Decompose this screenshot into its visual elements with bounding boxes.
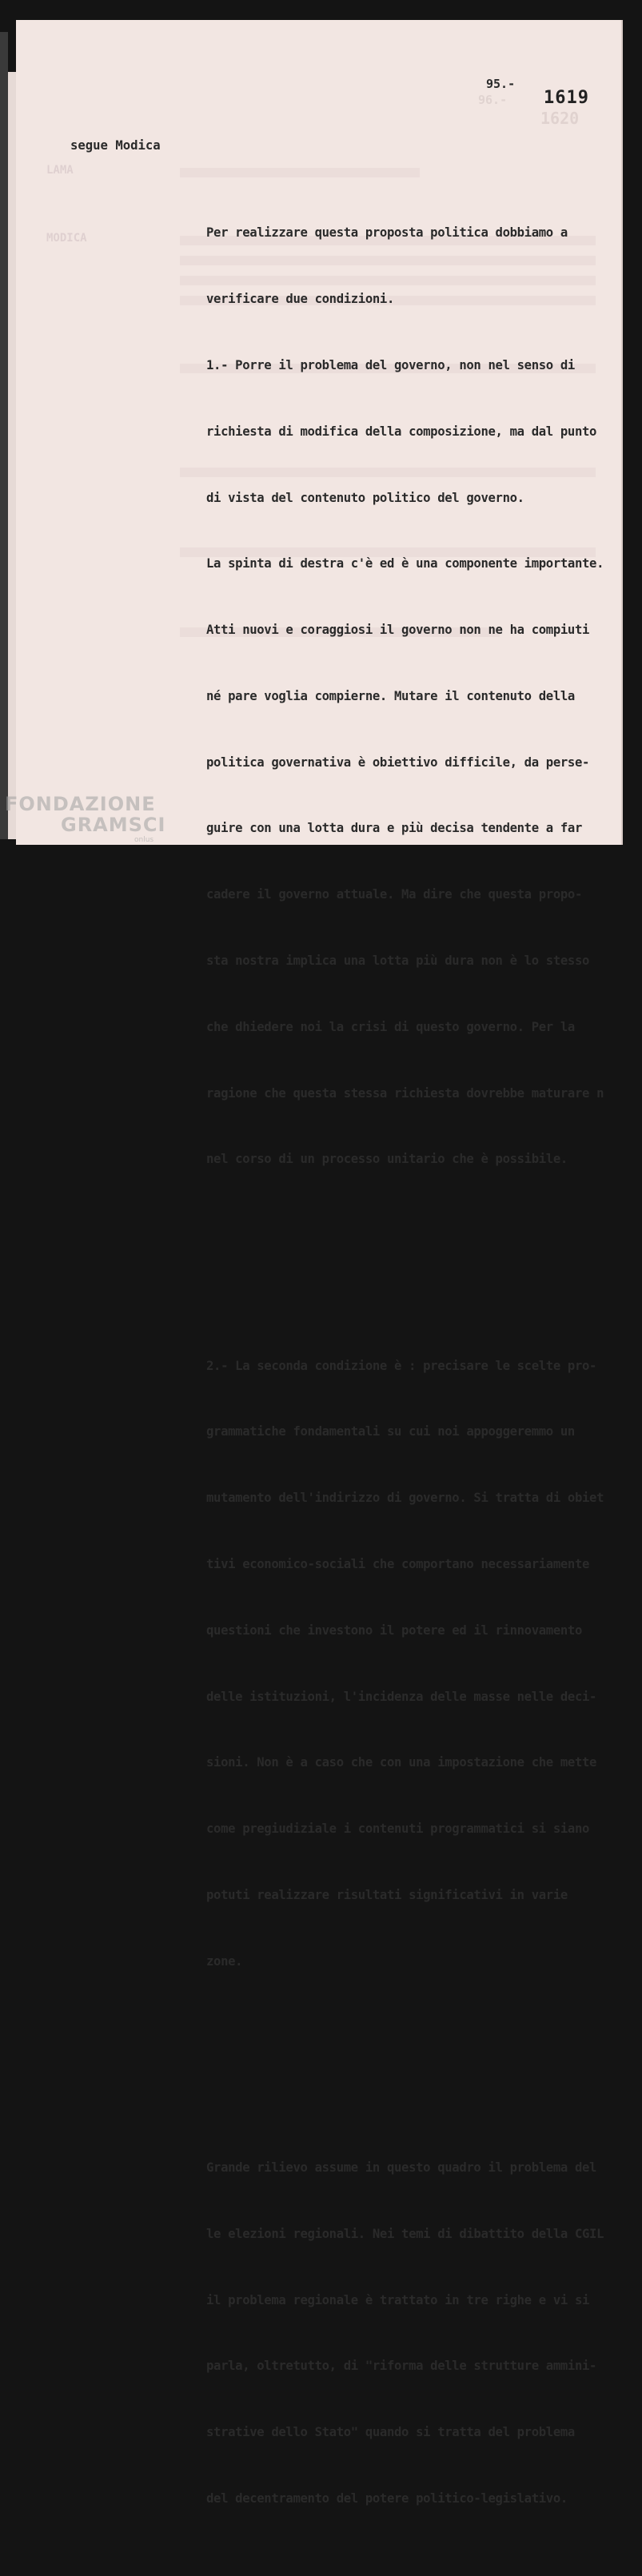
ghost-speaker-label: LAMA bbox=[46, 164, 74, 177]
watermark-line-1: FONDAZIONE bbox=[5, 793, 156, 815]
text-line: potuti realizzare risultati significativi in varie bbox=[206, 1887, 568, 1902]
text-line: Grande rilievo assume in questo quadro il problema del bbox=[206, 2160, 597, 2176]
underlying-page-edge bbox=[8, 72, 16, 839]
document-number-ghost: 1620 bbox=[540, 109, 580, 128]
text-line: sta nostra implica una lotta più dura non è lo stesso bbox=[206, 953, 590, 968]
page-number: 95.- bbox=[486, 77, 516, 91]
text-line: richiesta di modifica della composizione, ma dal punto bbox=[206, 424, 597, 439]
watermark-line-2: GRAMSCI bbox=[61, 814, 166, 836]
text-line: come pregiudiziale i contenuti programmatici si siano bbox=[206, 1822, 590, 1837]
text-line: che dhiedere noi la crisi di questo governo. Per la bbox=[206, 1019, 575, 1034]
text-line: zone. bbox=[206, 1953, 243, 1969]
paragraph-gap bbox=[206, 2061, 638, 2069]
text-line: il problema regionale è trattato in tre righe e vi si bbox=[206, 2292, 590, 2307]
speaker-label: segue Modica bbox=[70, 138, 161, 153]
paragraph-group-3 bbox=[206, 2113, 638, 2554]
text-line: questioni che investono il potere ed il rinnovamento bbox=[206, 1622, 582, 1638]
text-line: né pare voglia compierne. Mutare il contenuto della bbox=[206, 688, 575, 703]
binding-edge bbox=[0, 32, 8, 839]
paragraph-gap bbox=[206, 1259, 638, 1267]
text-line: politica governativa è obiettivo difficile, da perse- bbox=[206, 754, 590, 770]
text-line: parla, oltretutto, di "riforma delle strutture ammini- bbox=[206, 2359, 597, 2374]
text-line: mutamento dell'indirizzo di governo. Si tratta di obiet bbox=[206, 1491, 604, 1506]
page-number-ghost: 96.- bbox=[478, 93, 508, 107]
text-line: La spinta di destra c'è ed è una componente importante. bbox=[206, 556, 604, 571]
paragraph-group-1 bbox=[206, 178, 638, 1215]
text-line: Atti nuovi e coraggiosi il governo non ne ha compiuti bbox=[206, 623, 590, 638]
paragraph-group-2 bbox=[206, 1311, 638, 2017]
watermark-line-3: onlus bbox=[134, 836, 154, 844]
text-line: 1.- Porre il problema del governo, non nel senso di bbox=[206, 357, 575, 372]
text-line: le elezioni regionali. Nei temi di dibattito della CGIL bbox=[206, 2226, 604, 2241]
text-line: tivi economico-sociali che comportano necessariamente bbox=[206, 1557, 590, 1571]
text-line: strative dello Stato" quando si tratta del problema bbox=[206, 2425, 575, 2440]
text-line: grammatiche fondamentali su cui noi appoggeremmo un bbox=[206, 1424, 575, 1439]
text-line: guire con una lotta dura e più decisa tendente a far bbox=[206, 821, 582, 836]
text-line: Per realizzare questa proposta politica dobbiamo a bbox=[206, 225, 568, 241]
text-line: del decentramento del potere politico-legislativo. bbox=[206, 2490, 568, 2506]
text-line: di vista del contenuto politico del governo. bbox=[206, 490, 524, 505]
text-line: cadere il governo attuale. Ma dire che questa propo- bbox=[206, 887, 582, 902]
text-line: verificare due condizioni. bbox=[206, 292, 394, 307]
text-line: delle istituzioni, l'incidenza delle masse nelle deci- bbox=[206, 1689, 597, 1704]
fondazione-gramsci-watermark bbox=[5, 793, 165, 844]
text-line: ragione che questa stessa richiesta dovrebbe maturare n bbox=[206, 1085, 604, 1101]
body-text bbox=[206, 134, 638, 2576]
document-number: 1619 bbox=[544, 88, 589, 108]
ghost-speaker-label: MODICA bbox=[46, 232, 87, 245]
text-line: sioni. Non è a caso che con una impostazione che mette bbox=[206, 1755, 597, 1770]
text-line: nel corso di un processo unitario che è possibile. bbox=[206, 1152, 568, 1167]
text-line: 2.- La seconda condizione è : precisare le scelte pro- bbox=[206, 1358, 597, 1373]
